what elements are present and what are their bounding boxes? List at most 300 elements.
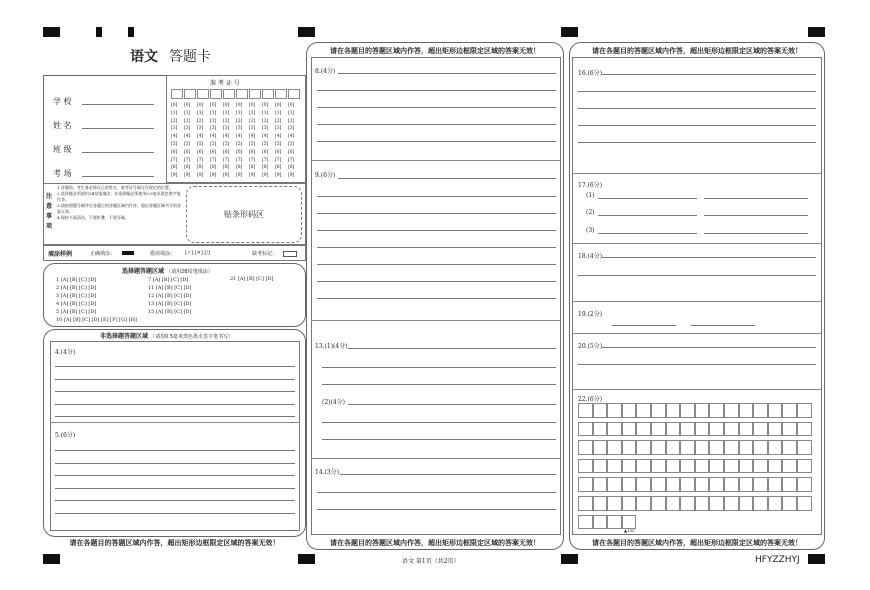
exam-digit-bubble[interactable]: [1] [197,110,204,116]
writing-grid-cell[interactable] [651,422,666,437]
q8-label: 8.(4分) [315,68,336,75]
nonchoice-title [100,331,233,340]
writing-grid-cell[interactable] [578,496,593,511]
writing-grid-cell[interactable] [607,459,622,474]
writing-grid-cell[interactable] [607,403,622,418]
writing-grid-cell[interactable] [724,477,739,492]
writing-grid-cell[interactable] [636,496,651,511]
writing-grid-cell[interactable] [782,477,797,492]
exam-digit-bubble[interactable]: [4] [236,134,243,140]
exam-digit-bubble[interactable]: [7] [275,157,282,163]
writing-grid-cell[interactable] [753,422,768,437]
writing-grid-cell[interactable] [709,496,724,511]
class-field[interactable] [82,152,154,153]
writing-grid-cell[interactable] [636,440,651,455]
exam-digit-bubble[interactable]: [2] [275,118,282,124]
writing-grid-cell[interactable] [680,459,695,474]
writing-grid-cell[interactable] [768,477,783,492]
exam-digit-bubble[interactable]: [4] [288,134,295,140]
answer-line[interactable] [578,125,816,126]
writing-grid-cell[interactable] [739,422,754,437]
writing-grid-cell[interactable] [651,477,666,492]
answer-line[interactable] [55,379,295,380]
writing-grid-cell[interactable] [651,440,666,455]
room-field[interactable] [82,176,154,177]
exam-digit-bubble[interactable]: [1] [223,110,230,116]
writing-grid-cell[interactable] [753,459,768,474]
writing-grid-cell[interactable] [636,477,651,492]
q14-first-line[interactable] [340,474,556,475]
exam-digit-bubble[interactable]: [6] [262,149,269,155]
writing-grid-cell[interactable] [593,422,608,437]
exam-digit-bubble[interactable]: [2] [223,118,230,124]
answer-line[interactable] [55,488,295,489]
answer-line[interactable] [578,108,816,109]
exam-digit-bubble[interactable]: [6] [275,149,282,155]
exam-digit-bubble[interactable]: [9] [210,173,217,179]
fill-correct-label: 正确填涂： [90,251,116,257]
writing-grid-cell[interactable] [593,459,608,474]
exam-digit-bubble[interactable]: [8] [236,165,243,171]
exam-digit-bubble[interactable]: [0] [223,103,230,108]
writing-grid-cell[interactable] [695,403,710,418]
answer-line[interactable] [317,213,556,214]
exam-digit-bubble[interactable]: [2] [236,118,243,124]
exam-digit-bubble[interactable]: [7] [184,157,191,163]
exam-digit-bubble[interactable]: [7] [210,157,217,163]
writing-grid-cell[interactable] [622,515,637,530]
writing-grid-cell[interactable] [607,422,622,437]
exam-digit-bubble[interactable]: [7] [223,157,230,163]
choice-row[interactable]: 12 [A] [B] [C] [D] [148,293,192,299]
q9-first-line[interactable] [338,178,556,179]
choice-row[interactable]: 13 [A] [B] [C] [D] [148,301,192,307]
exam-digit-bubble[interactable]: [6] [223,149,230,155]
writing-grid-cell[interactable] [724,496,739,511]
q17-2-label: (2) [586,209,595,216]
choice-row[interactable]: 10 [A] [B] [C] [D] [E] [F] [G] [H] [56,317,137,323]
exam-digit-bubble[interactable]: [5] [249,141,256,147]
writing-grid-cell[interactable] [739,403,754,418]
q17-3-line-b[interactable] [704,233,808,234]
answer-line[interactable] [317,298,556,299]
writing-grid-cell[interactable] [578,477,593,492]
exam-digit-bubble[interactable]: [4] [197,134,204,140]
exam-digit-bubble[interactable]: [5] [236,141,243,147]
choice-row[interactable]: 5 [A] [B] [C] [D] [56,309,97,315]
q17-3-line-a[interactable] [598,233,697,234]
exam-digit-bubble[interactable]: [8] [223,165,230,171]
exam-digit-bubble[interactable]: [2] [210,118,217,124]
writing-grid-cell[interactable] [768,496,783,511]
exam-digit-bubble[interactable]: [5] [171,141,178,147]
answer-line[interactable] [322,439,556,440]
exam-digit-bubble[interactable]: [5] [262,141,269,147]
writing-grid-cell[interactable] [724,422,739,437]
answer-line[interactable] [317,509,556,510]
q16-label: 16.(6分) [578,70,603,77]
choice-row[interactable]: 1 [A] [B] [C] [D] [56,277,97,283]
exam-digit-bubble[interactable]: [3] [210,126,217,132]
exam-digit-bubble[interactable]: [4] [262,134,269,140]
writing-grid-cell[interactable] [782,459,797,474]
writing-grid-cell[interactable] [724,459,739,474]
name-field[interactable] [82,128,154,129]
writing-grid-cell[interactable] [695,440,710,455]
absent-box[interactable] [283,251,297,257]
writing-grid-cell[interactable] [680,496,695,511]
barcode-label: 贴条形码区 [224,210,264,219]
notes-list [57,185,181,221]
writing-grid-cell[interactable] [753,403,768,418]
answer-line[interactable] [317,141,556,142]
divider [311,458,561,459]
exam-digit-bubble[interactable]: [9] [223,173,230,179]
exam-number-cell[interactable] [171,89,183,99]
exam-digit-bubble[interactable]: [8] [210,165,217,171]
writing-grid-cell[interactable] [753,440,768,455]
note-item: 2.选择题必须使用2B铅笔填涂；非选择题必须使用0.5毫米黑色签字笔作答。 [57,191,181,202]
answer-line[interactable] [317,124,556,125]
writing-grid-cell[interactable] [593,440,608,455]
writing-grid-cell[interactable] [782,422,797,437]
writing-grid-cell[interactable] [782,496,797,511]
writing-grid-cell[interactable] [782,403,797,418]
exam-digit-bubble[interactable]: [9] [236,173,243,179]
writing-grid-cell[interactable] [695,477,710,492]
writing-grid-cell[interactable] [695,496,710,511]
writing-grid-cell[interactable] [593,477,608,492]
answer-line[interactable] [55,404,295,405]
exam-digit-bubble[interactable]: [1] [236,110,243,116]
writing-grid-cell[interactable] [797,422,812,437]
exam-digit-bubble[interactable]: [9] [262,173,269,179]
exam-digit-bubble[interactable]: [9] [288,173,295,179]
writing-grid-cell[interactable] [666,459,681,474]
answer-line[interactable] [317,196,556,197]
answer-line[interactable] [322,384,556,385]
writing-grid-cell[interactable] [797,496,812,511]
exam-digit-bubble[interactable]: [0] [171,103,178,108]
writing-grid-cell[interactable] [622,403,637,418]
writing-grid-cell[interactable] [709,477,724,492]
writing-grid-cell[interactable] [651,403,666,418]
choice-row[interactable]: 7 [A] [B] [C] [D] [148,277,189,283]
exam-digit-bubble[interactable]: [1] [171,110,178,116]
timing-mark [43,554,60,564]
writing-grid-cell[interactable] [739,459,754,474]
exam-digit-bubble[interactable]: [9] [197,173,204,179]
writing-grid-cell[interactable] [666,422,681,437]
exam-digit-bubble[interactable]: [6] [236,149,243,155]
exam-digit-bubble[interactable]: [7] [288,157,295,163]
exam-digit-bubble[interactable]: [8] [275,165,282,171]
exam-digit-bubble[interactable]: [2] [288,118,295,124]
divider [50,422,300,423]
q16-first-line[interactable] [602,74,816,75]
exam-digit-bubble[interactable]: [5] [184,141,191,147]
divider [572,243,822,244]
q19-line-b[interactable] [691,325,755,326]
writing-grid-cell[interactable] [709,459,724,474]
answer-line[interactable] [317,281,556,282]
q17-1-line-b[interactable] [704,198,808,199]
exam-number-cell[interactable] [184,89,196,99]
writing-grid-cell[interactable] [768,422,783,437]
exam-digit-bubble[interactable]: [1] [210,110,217,116]
writing-grid-cell[interactable] [622,422,637,437]
exam-digit-bubble[interactable]: [7] [262,157,269,163]
exam-digit-bubble[interactable]: [0] [184,103,191,108]
exam-digit-bubble[interactable]: [0] [236,103,243,108]
choice-row[interactable]: 4 [A] [B] [C] [D] [56,301,97,307]
answer-line[interactable] [317,264,556,265]
exam-digit-bubble[interactable]: [1] [288,110,295,116]
exam-digit-bubble[interactable]: [2] [249,118,256,124]
exam-digit-bubble[interactable]: [5] [197,141,204,147]
column-2-box [311,57,561,535]
writing-grid-cell[interactable] [622,496,637,511]
answer-line[interactable] [578,275,816,276]
school-field[interactable] [82,104,154,105]
writing-grid-cell[interactable] [695,422,710,437]
writing-grid-cell[interactable] [797,440,812,455]
q8-first-line[interactable] [338,73,556,74]
exam-digit-bubble[interactable]: [3] [236,126,243,132]
q17-2-line-b[interactable] [704,215,808,216]
exam-number-cell[interactable] [210,89,222,99]
writing-grid-cell[interactable] [666,440,681,455]
exam-digit-bubble[interactable]: [8] [262,165,269,171]
answer-line[interactable] [55,463,295,464]
exam-digit-bubble[interactable]: [3] [197,126,204,132]
exam-digit-bubble[interactable]: [0] [275,103,282,108]
writing-grid-cell[interactable] [709,422,724,437]
exam-number-cell[interactable] [275,89,287,99]
writing-grid-cell[interactable] [797,403,812,418]
q13-1-first-line[interactable] [348,348,556,349]
exam-digit-bubble[interactable]: [8] [249,165,256,171]
answer-line[interactable] [578,91,816,92]
writing-grid-cell[interactable] [607,477,622,492]
exam-digit-bubble[interactable]: [8] [197,165,204,171]
writing-grid-cell[interactable] [607,496,622,511]
writing-grid-cell[interactable] [578,440,593,455]
exam-digit-bubble[interactable]: [4] [223,134,230,140]
answer-line[interactable] [578,364,816,365]
answer-line[interactable] [55,450,295,451]
writing-grid-cell[interactable] [666,403,681,418]
exam-digit-bubble[interactable]: [6] [288,149,295,155]
writing-grid-cell[interactable] [651,496,666,511]
exam-digit-bubble[interactable]: [6] [184,149,191,155]
exam-digit-bubble[interactable]: [3] [249,126,256,132]
q9-label: 9.(6分) [315,172,336,179]
writing-grid-cell[interactable] [593,496,608,511]
writing-grid-cell[interactable] [593,515,608,530]
writing-grid-cell[interactable] [709,440,724,455]
timing-mark [298,554,315,564]
exam-digit-bubble[interactable]: [7] [171,157,178,163]
notes-title: 注意事项 [46,193,53,230]
exam-number-cell[interactable] [223,89,235,99]
exam-number-cell[interactable] [236,89,248,99]
choice-row[interactable]: 21 [A] [B] [C] [D] [230,276,274,282]
exam-digit-bubble[interactable]: [5] [223,141,230,147]
choice-row[interactable]: 2 [A] [B] [C] [D] [56,285,97,291]
writing-grid-cell[interactable] [739,496,754,511]
exam-digit-bubble[interactable]: [1] [249,110,256,116]
exam-digit-bubble[interactable]: [6] [171,149,178,155]
writing-grid-cell[interactable] [739,477,754,492]
exam-digit-bubble[interactable]: [0] [288,103,295,108]
exam-digit-bubble[interactable]: [4] [275,134,282,140]
answer-line[interactable] [55,366,295,367]
answer-line[interactable] [55,513,295,514]
exam-digit-bubble[interactable]: [8] [288,165,295,171]
writing-grid-cell[interactable] [768,440,783,455]
choice-row[interactable]: 3 [A] [B] [C] [D] [56,293,97,299]
answer-line[interactable] [578,142,816,143]
writing-grid-cell[interactable] [724,440,739,455]
writing-grid-cell[interactable] [797,459,812,474]
q17-1-line-a[interactable] [598,198,697,199]
exam-digit-bubble[interactable]: [7] [249,157,256,163]
exam-digit-bubble[interactable]: [0] [210,103,217,108]
exam-digit-bubble[interactable]: [6] [210,149,217,155]
exam-digit-bubble[interactable]: [4] [210,134,217,140]
q18-first-line[interactable] [602,257,816,258]
exam-digit-bubble[interactable]: [9] [275,173,282,179]
top-warning: 请在各题目的答题区域内作答，超出矩形边框限定区域的答案无效！ [330,47,540,55]
q17-2-line-a[interactable] [598,215,697,216]
exam-digit-bubble[interactable]: [6] [197,149,204,155]
writing-grid-cell[interactable] [768,403,783,418]
answer-line[interactable] [317,247,556,248]
answer-line[interactable] [317,230,556,231]
writing-grid-cell[interactable] [768,459,783,474]
writing-grid-cell[interactable] [797,477,812,492]
exam-digit-bubble[interactable]: [0] [262,103,269,108]
exam-digit-bubble[interactable]: [1] [184,110,191,116]
answer-line[interactable] [317,492,556,493]
writing-grid-cell[interactable] [578,403,593,418]
answer-line[interactable] [317,90,556,91]
writing-grid-cell[interactable] [636,459,651,474]
fill-example-title: 填涂样例 [48,251,73,258]
exam-digit-bubble[interactable]: [2] [197,118,204,124]
writing-grid-cell[interactable] [753,477,768,492]
writing-grid-cell[interactable] [680,403,695,418]
writing-grid-cell[interactable] [680,440,695,455]
writing-grid-cell[interactable] [680,422,695,437]
class-label: 班 级 [53,145,72,154]
exam-digit-bubble[interactable]: [3] [288,126,295,132]
writing-grid-cell[interactable] [680,477,695,492]
exam-number-cell[interactable] [262,89,274,99]
answer-line[interactable] [317,107,556,108]
answer-line[interactable] [55,416,295,417]
answer-line[interactable] [322,422,556,423]
writing-grid-cell[interactable] [578,422,593,437]
writing-grid-cell[interactable] [636,422,651,437]
q4-q5-box [50,341,300,531]
exam-digit-bubble[interactable]: [5] [210,141,217,147]
answer-line[interactable] [55,500,295,501]
exam-digit-bubble[interactable]: [2] [184,118,191,124]
choice-row[interactable]: 15 [A] [B] [C] [D] [148,309,192,315]
writing-grid-cell[interactable] [739,440,754,455]
exam-digit-bubble[interactable]: [2] [171,118,178,124]
writing-grid-cell[interactable] [666,496,681,511]
exam-digit-bubble[interactable]: [5] [288,141,295,147]
exam-digit-bubble[interactable]: [3] [184,126,191,132]
writing-grid-cell[interactable] [593,403,608,418]
writing-grid-cell[interactable] [753,496,768,511]
writing-grid-cell[interactable] [709,403,724,418]
exam-digit-bubble[interactable]: [0] [249,103,256,108]
choice-subtitle: （请用2B铅笔填涂） [166,269,213,275]
writing-grid-cell[interactable] [666,477,681,492]
exam-digit-bubble[interactable]: [4] [171,134,178,140]
exam-number-cell[interactable] [288,89,300,99]
exam-digit-bubble[interactable]: [4] [184,134,191,140]
exam-digit-bubble[interactable]: [0] [197,103,204,108]
exam-digit-bubble[interactable]: [7] [197,157,204,163]
writing-grid-cell[interactable] [607,515,622,530]
exam-digit-bubble[interactable]: [9] [171,173,178,179]
exam-digit-bubble[interactable]: [3] [262,126,269,132]
exam-digit-bubble[interactable]: [2] [262,118,269,124]
choice-row[interactable]: 11 [A] [B] [C] [D] [148,285,192,291]
exam-digit-bubble[interactable]: [3] [223,126,230,132]
writing-grid-cell[interactable] [622,440,637,455]
exam-digit-bubble[interactable]: [8] [171,165,178,171]
exam-digit-bubble[interactable]: [1] [262,110,269,116]
exam-number-cell[interactable] [249,89,261,99]
q19-line-a[interactable] [612,325,676,326]
exam-digit-bubble[interactable]: [9] [184,173,191,179]
exam-digit-bubble[interactable]: [4] [249,134,256,140]
writing-grid-cell[interactable] [578,459,593,474]
writing-grid-cell[interactable] [622,477,637,492]
q13-2-first-line[interactable] [348,404,556,405]
exam-digit-bubble[interactable]: [5] [275,141,282,147]
bottom-warning: 请在各题目的答题区域内作答，超出矩形边框限定区域的答案无效！ [330,539,540,547]
exam-digit-bubble[interactable]: [3] [171,126,178,132]
writing-grid-cell[interactable] [578,515,593,530]
exam-digit-bubble[interactable]: [9] [249,173,256,179]
room-label: 考 场 [53,169,72,178]
exam-digit-bubble[interactable]: [7] [236,157,243,163]
writing-grid-cell[interactable] [695,459,710,474]
writing-grid-cell[interactable] [636,403,651,418]
q20-first-line[interactable] [602,347,816,348]
writing-grid-cell[interactable] [607,440,622,455]
exam-digit-bubble[interactable]: [3] [275,126,282,132]
writing-grid-cell[interactable] [622,459,637,474]
writing-grid-cell[interactable] [651,459,666,474]
exam-digit-bubble[interactable]: [6] [249,149,256,155]
exam-number-cell[interactable] [197,89,209,99]
writing-grid-cell[interactable] [782,440,797,455]
exam-digit-bubble[interactable]: [1] [275,110,282,116]
exam-digit-bubble[interactable]: [8] [184,165,191,171]
writing-grid-cell[interactable] [724,403,739,418]
answer-line[interactable] [55,391,295,392]
answer-line[interactable] [322,367,556,368]
answer-line[interactable] [55,475,295,476]
